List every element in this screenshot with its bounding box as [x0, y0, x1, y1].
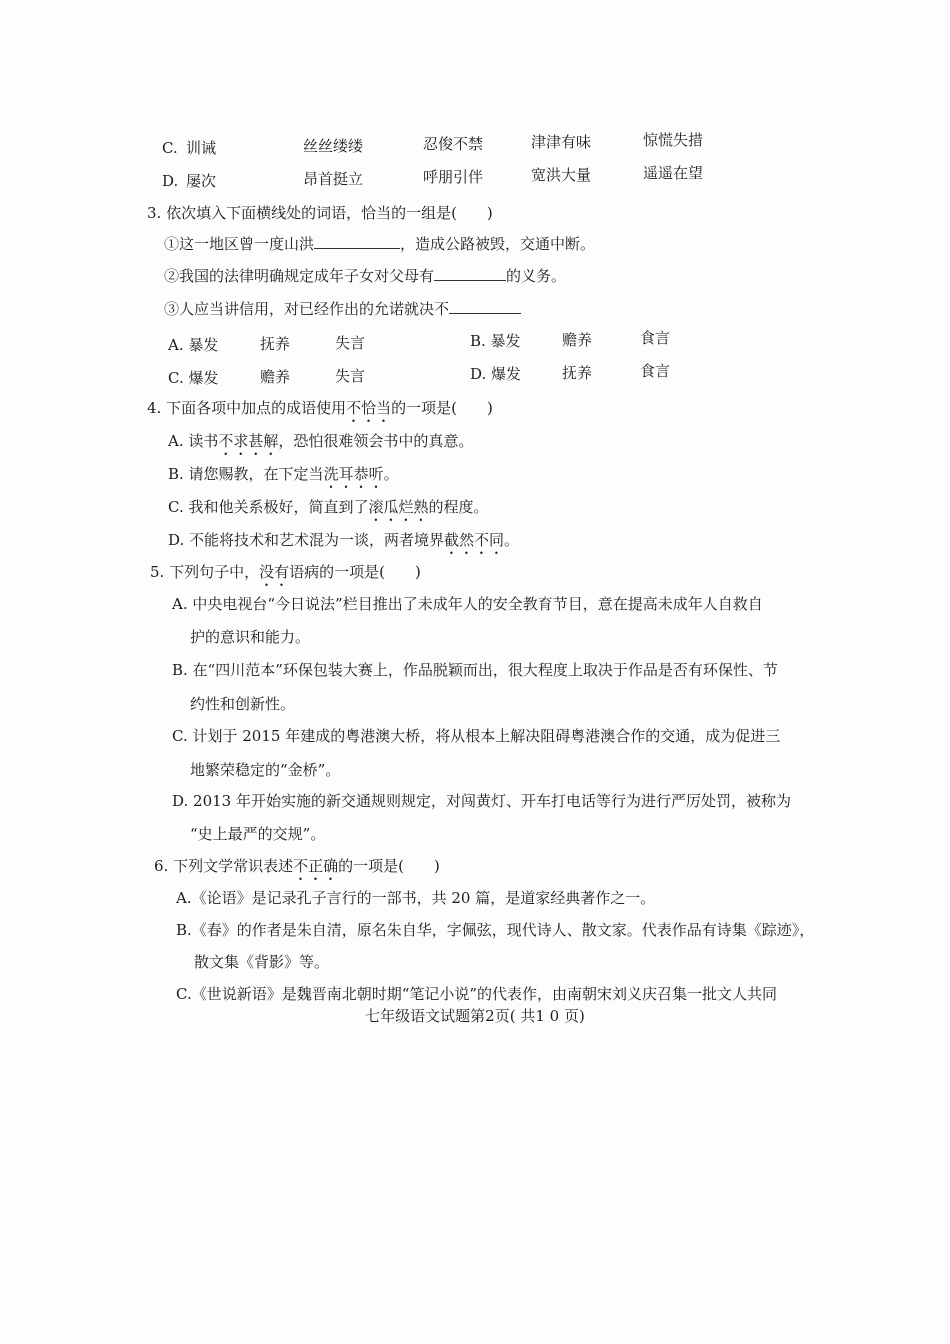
word: 宽洪大量 [531, 166, 592, 184]
sentence-text: 的义务。 [506, 267, 567, 285]
stem-text: 的一项是( ) [338, 857, 440, 875]
option-c-continued: 地繁荣稳定的“金桥”。 [190, 761, 341, 779]
emphasized-text: 没有 [259, 563, 290, 581]
option-d-continued: “史上最严的交规”。 [190, 825, 326, 843]
option-b-continued: 约性和创新性。 [190, 695, 296, 713]
option-c: C. 计划于 2015 年建成的粤港澳大桥，将从根本上解决阻碍粤港澳合作的交通，成为促进三 [172, 727, 781, 745]
sentence-2 [164, 266, 566, 286]
word: 食言 [640, 329, 671, 347]
option-text: A. 读书 [168, 432, 219, 450]
option-b: B. 暴发 [470, 332, 521, 350]
stem-text: 6. 下列文学常识表述 [154, 857, 294, 875]
option-text: C. 我和他关系极好，简直到了 [168, 498, 369, 516]
sentence-3 [164, 299, 521, 319]
emphasized-text: 不正确 [293, 857, 339, 875]
option-c: C. 爆发 [168, 369, 219, 387]
option-text: B. 请您赐教，在下定当 [168, 465, 324, 483]
word: 抚养 [562, 364, 593, 382]
word: 昂首挺立 [303, 170, 364, 188]
word: 失言 [335, 334, 366, 352]
word: 抚养 [260, 335, 291, 353]
fill-blank [434, 266, 506, 281]
word: 遥遥在望 [643, 164, 704, 182]
stem-text: 的一项是( ) [391, 399, 493, 417]
page-footer: 七年级语文试题第2页( 共1 0 页) [365, 1007, 585, 1025]
option-d: D. 爆发 [470, 365, 522, 383]
question-stem [154, 856, 440, 884]
question-stem [150, 562, 421, 590]
option-text: 的程度。 [428, 498, 489, 516]
sentence-text: ③人应当讲信用，对已经作出的允诺就决不 [164, 300, 450, 318]
stem-text: 语病的一项是( ) [289, 563, 421, 581]
fill-blank [449, 299, 521, 314]
dotted-idiom: 洗耳恭听 [323, 465, 384, 483]
option-a: A. 中央电视台“今日说法”栏目推出了未成年人的安全教育节目，意在提高未成年人自救自 [172, 595, 763, 613]
sentence-text: ，造成公路被毁，交通中断。 [400, 235, 596, 253]
word: 赡养 [260, 368, 291, 386]
option-d [168, 530, 519, 558]
word: 失言 [335, 367, 366, 385]
option-text: D. 不能将技术和艺术混为一谈，两者境界 [168, 531, 445, 549]
word: 忍俊不禁 [423, 135, 484, 153]
option-d: D. 2013 年开始实施的新交通规则规定，对闯黄灯、开车打电话等行为进行严厉处罚，被称为 [172, 792, 791, 810]
option-b-continued: 散文集《背影》等。 [194, 953, 330, 971]
word: 食言 [640, 362, 671, 380]
sentence-text: ②我国的法律明确规定成年子女对父母有 [164, 267, 435, 285]
option-text: 。 [504, 531, 520, 549]
option-label: D. [162, 172, 179, 190]
option-a [168, 431, 473, 459]
stem-text: 4. 下面各项中加点的成语使用 [147, 399, 347, 417]
option-a: A.《论语》是记录孔子言行的一部书，共 20 篇，是道家经典著作之一。 [176, 889, 656, 907]
question-stem [147, 398, 493, 426]
word: 呼朋引伴 [423, 168, 484, 186]
option-c [168, 497, 489, 525]
option-a-continued: 护的意识和能力。 [190, 628, 311, 646]
option-b: B. 在“四川范本”环保包装大赛上，作品脱颖而出，很大程度上取决于作品是否有环保性、节 [172, 661, 778, 679]
fill-blank [314, 234, 400, 249]
emphasized-text: 不恰当 [346, 399, 392, 417]
stem-text: 5. 下列句子中， [150, 563, 260, 581]
option-label: C. [162, 139, 178, 157]
option-b: B.《春》的作者是朱自清，原名朱自华，字佩弦，现代诗人、散文家。代表作品有诗集《踪迹》， [176, 921, 815, 939]
word: 屡次 [186, 172, 217, 190]
dotted-idiom: 滚瓜烂熟 [368, 498, 429, 516]
word: 丝丝缕缕 [303, 137, 364, 155]
sentence-text: ①这一地区曾一度山洪 [164, 235, 315, 253]
dotted-idiom: 截然不同 [444, 531, 505, 549]
option-a: A. 暴发 [168, 336, 219, 354]
word: 训诫 [186, 139, 217, 157]
dotted-idiom: 不求甚解 [218, 432, 279, 450]
sentence-1 [164, 234, 595, 254]
option-text: 。 [383, 465, 399, 483]
word: 惊慌失措 [643, 131, 704, 149]
word: 赡养 [562, 331, 593, 349]
question-stem: 3. 依次填入下面横线处的词语，恰当的一组是( ) [147, 204, 493, 222]
option-b [168, 464, 399, 492]
option-c: C.《世说新语》是魏晋南北朝时期“笔记小说”的代表作，由南朝宋刘义庆召集一批文人共同 [176, 985, 778, 1003]
option-text: ，恐怕很难领会书中的真意。 [278, 432, 474, 450]
word: 津津有味 [531, 133, 592, 151]
